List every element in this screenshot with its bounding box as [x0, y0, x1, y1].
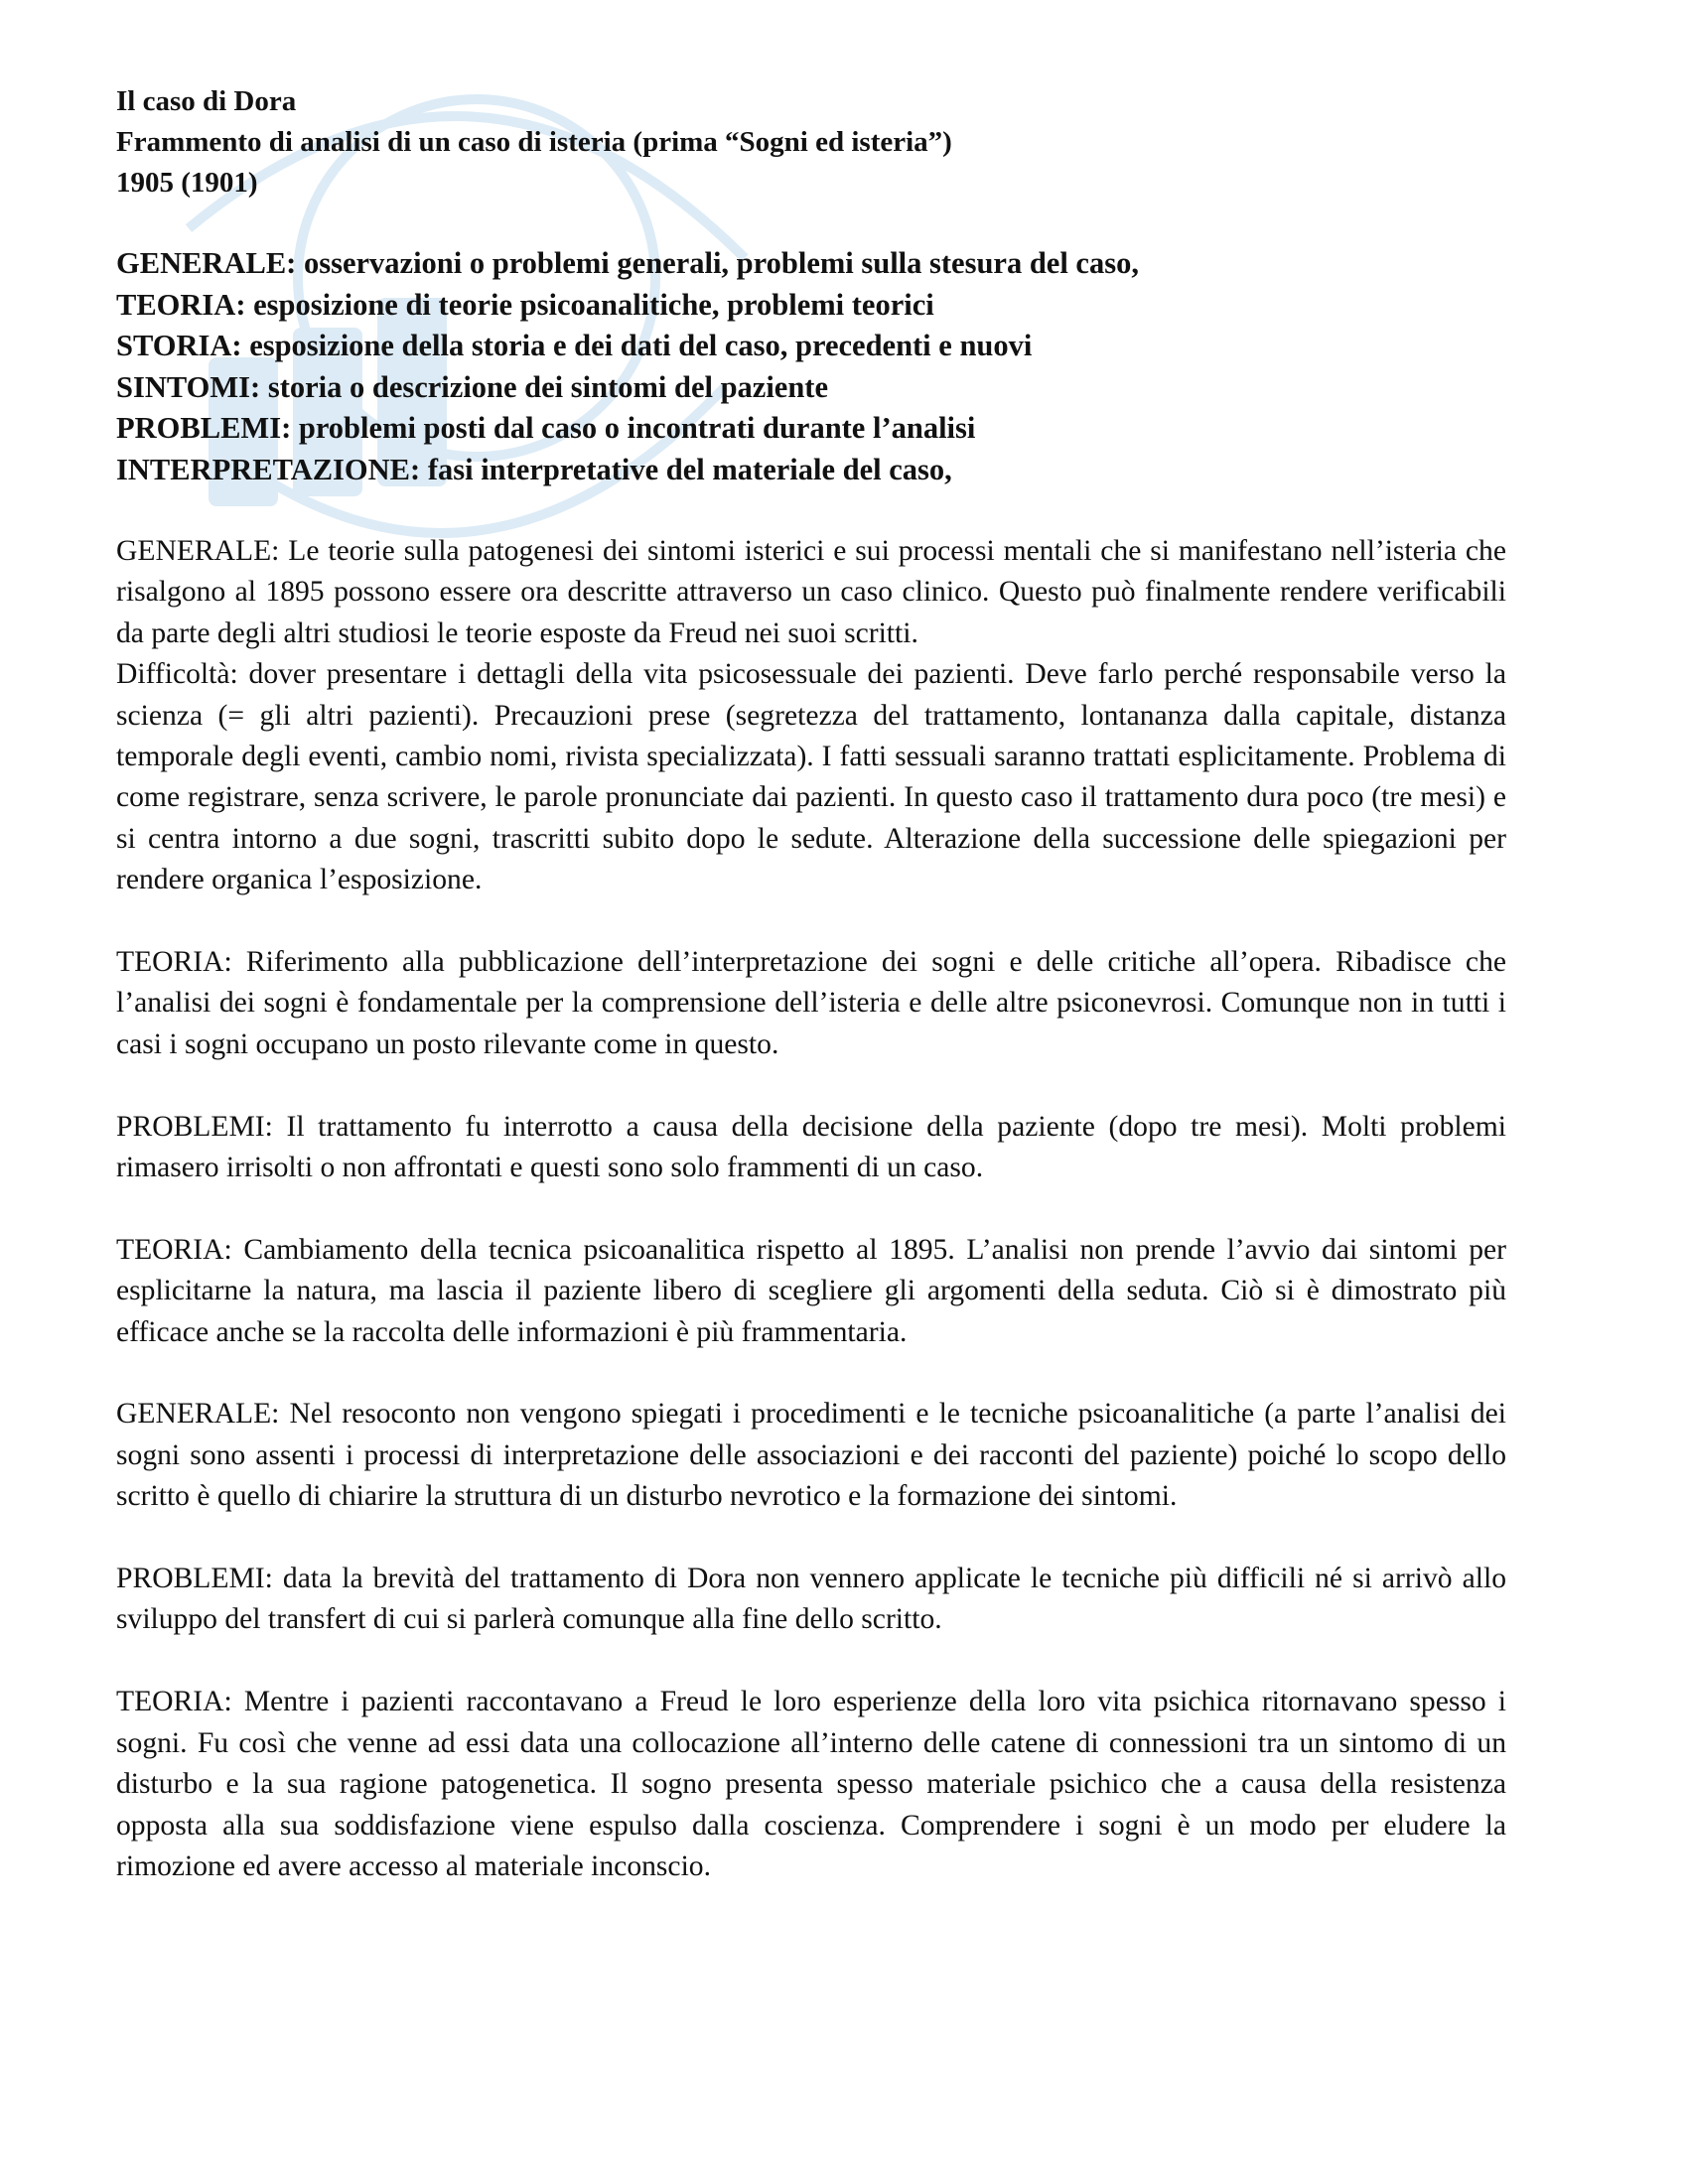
legend-tag: INTERPRETAZIONE:	[116, 452, 421, 486]
paragraph-teoria-2: TEORIA: Cambiamento della tecnica psicoanalitica rispetto al 1895. L’analisi non prende l’avvio dai sintomi per esplicitarne la natura, ma lascia il paziente libero di scegliere gli argomenti della seduta. Ciò si è dimostrato più efficace anche se la raccolta delle informazioni è più frammentaria.	[116, 1233, 1506, 1348]
legend-description: fasi interpretative del materiale del caso,	[420, 452, 952, 486]
paragraph-spacer	[116, 1065, 1506, 1106]
document-header	[116, 81, 1506, 204]
legend-tag: PROBLEMI:	[116, 411, 292, 445]
paragraph-generale-2: GENERALE: Nel resoconto non vengono spiegati i procedimenti e le tecniche psicoanalitiche (a parte l’analisi dei sogni sono assenti i processi di interpretazione delle associazioni e dei racconti del paziente) poiché lo scopo dello scritto è quello di chiarire la struttura di un disturbo nevrotico e la formazione dei sintomi.	[116, 1398, 1506, 1513]
legend-entry-teoria	[116, 285, 1506, 327]
legend-entry-generale	[116, 243, 1506, 285]
legend-description: esposizione di teorie psicoanalitiche, problemi teorici	[245, 287, 934, 322]
legend-entry-problemi	[116, 408, 1506, 450]
paragraph-spacer	[116, 1188, 1506, 1229]
legend-entry-storia	[116, 326, 1506, 367]
paragraph-teoria-1: TEORIA: Riferimento alla pubblicazione dell’interpretazione dei sogni e delle critiche all’opera. Ribadisce che l’analisi dei sogni è fondamentale per la comprensione dell’isteria e delle altre psiconevrosi. Comunque non in tutti i casi i sogni occupano un posto rilevante come in questo.	[116, 946, 1506, 1060]
legend-tag: TEORIA:	[116, 287, 246, 322]
document-title: Il caso di Dora	[116, 85, 297, 117]
document-subtitle: Frammento di analisi di un caso di isteria (prima “Sogni ed isteria”)	[116, 126, 952, 158]
document-body	[116, 531, 1506, 1887]
paragraph-spacer	[116, 1353, 1506, 1394]
paragraph-generale-1: GENERALE: Le teorie sulla patogenesi dei sintomi isterici e sui processi mentali che si manifestano nell’isteria che risalgono al 1895 possono essere ora descritte attraverso un caso clinico. Questo può finalmente rendere verificabili da parte degli altri studiosi le teorie esposte da Freud nei suoi scritti.	[116, 535, 1506, 649]
paragraph-spacer	[116, 901, 1506, 942]
paragraph-problemi-1: PROBLEMI: Il trattamento fu interrotto a causa della decisione della paziente (dopo tre mesi). Molti problemi rimasero irrisolti o non affrontati e questi sono solo frammenti di un caso.	[116, 1110, 1506, 1184]
paragraph-problemi-2: PROBLEMI: data la brevità del trattamento di Dora non vennero applicate le tecniche più difficili né si arrivò allo sviluppo del transfert di cui si parlerà comunque alla fine dello scritto.	[116, 1563, 1506, 1636]
legend-entry-sintomi	[116, 367, 1506, 409]
legend-description: esposizione della storia e dei dati del caso, precedenti e nuovi	[241, 329, 1033, 362]
legend-tag: SINTOMI:	[116, 369, 261, 404]
document-date: 1905 (1901)	[116, 167, 258, 199]
legend-description: osservazioni o problemi generali, problemi sulla stesura del caso,	[296, 246, 1139, 280]
legend-description: problemi posti dal caso o incontrati durante l’analisi	[291, 411, 976, 445]
legend-description: storia o descrizione dei sintomi del paziente	[260, 369, 829, 404]
legend-tag: GENERALE:	[116, 246, 297, 280]
document-page	[116, 81, 1506, 1887]
paragraph-spacer	[116, 1641, 1506, 1682]
paragraph-difficolta: Difficoltà: dover presentare i dettagli della vita psicosessuale dei pazienti. Deve farlo perché responsabile verso la scienza (= gli altri pazienti). Precauzioni prese (segretezza del trattamento, lontananza dalla capitale, distanza temporale degli eventi, cambio nomi, rivista specializzata). I fatti sessuali saranno trattati esplicitamente. Problema di come registrare, senza scrivere, le parole pronunciate dai pazienti. In questo caso il trattamento dura poco (tre mesi) e si centra intorno a due sogni, trascritti subito dopo le sedute. Alterazione della successione delle spiegazioni per rendere organica l’esposizione.	[116, 658, 1506, 896]
paragraph-spacer	[116, 1518, 1506, 1559]
category-legend	[116, 243, 1506, 490]
legend-tag: STORIA:	[116, 329, 242, 362]
paragraph-teoria-3: TEORIA: Mentre i pazienti raccontavano a Freud le loro esperienze della loro vita psichica ritornavano spesso i sogni. Fu così che venne ad essi data una collocazione all’interno delle catene di connessioni tra un sintomo di un disturbo e la sua ragione patogenetica. Il sogno presenta spesso materiale psichico che a causa della resistenza opposta alla sua soddisfazione viene espulso dalla coscienza. Comprendere i sogni è un modo per eludere la rimozione ed avere accesso al materiale inconscio.	[116, 1686, 1506, 1882]
legend-entry-interpretazione	[116, 450, 1506, 491]
